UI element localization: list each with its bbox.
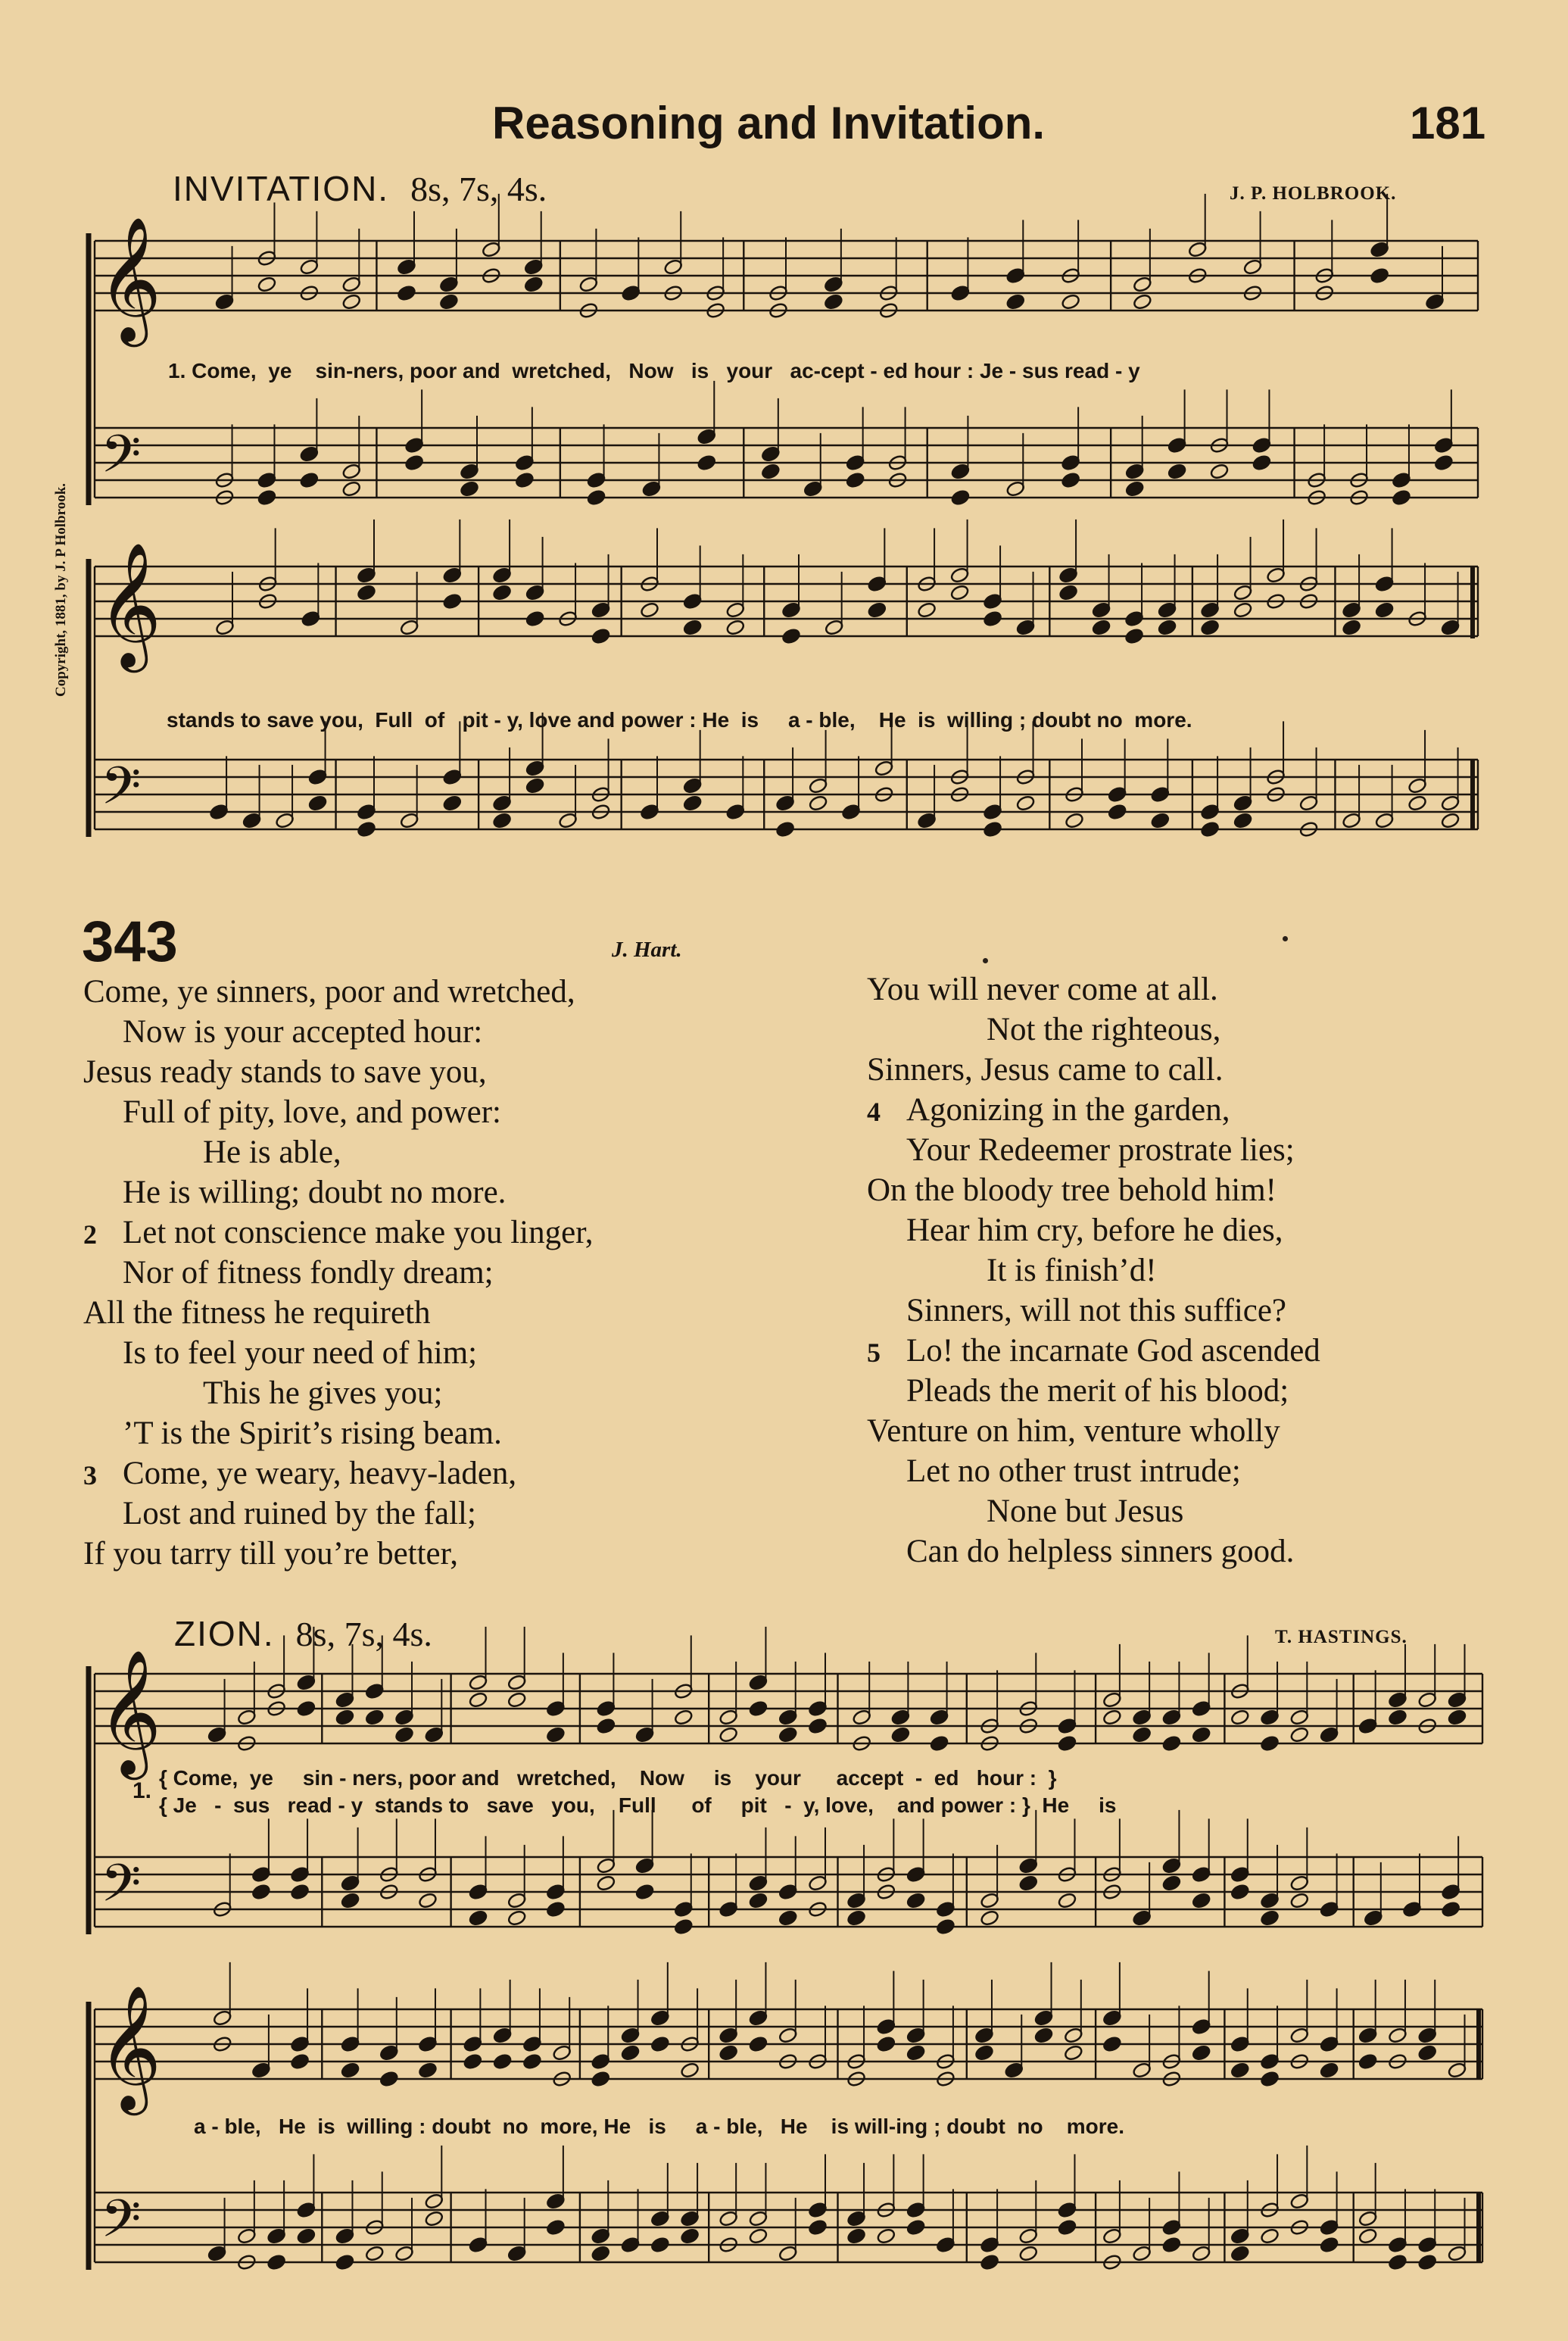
note-head xyxy=(808,1718,828,1735)
note-head xyxy=(1192,1892,1211,1909)
note-head xyxy=(1102,1709,1122,1726)
verse-line: Agonizing in the garden, xyxy=(906,1092,1230,1128)
note-head xyxy=(775,821,795,838)
note-head xyxy=(492,812,512,829)
tune-meter: 8s, 7s, 4s. xyxy=(295,1615,432,1653)
verse-line: If you tarry till you’re better, xyxy=(83,1536,458,1572)
note-head xyxy=(1058,584,1078,601)
bass-clef-icon: 𝄢 xyxy=(101,755,142,829)
note-head xyxy=(1252,454,1271,472)
note-head xyxy=(1102,2036,1122,2053)
verse-number: 3 xyxy=(83,1460,97,1490)
hymn-verses-left xyxy=(83,972,750,1593)
note-head xyxy=(1392,489,1411,507)
note-head xyxy=(1161,1735,1181,1753)
note-head xyxy=(974,2044,994,2062)
note-head xyxy=(296,2227,316,2245)
note-head xyxy=(1057,1892,1077,1909)
note-head xyxy=(586,489,606,507)
note-head xyxy=(591,2071,610,2088)
treble-clef-icon: 𝄞 xyxy=(98,215,162,342)
note-head xyxy=(340,2062,360,2079)
note-head xyxy=(357,584,376,601)
note-head xyxy=(546,1726,566,1743)
tune-composer: J. P. HOLBROOK. xyxy=(1230,183,1397,204)
bass-clef-icon: 𝄢 xyxy=(101,423,142,498)
verse-line: Hear him cry, before he dies, xyxy=(906,1213,1283,1248)
verse-line: Lost and ruined by the fall; xyxy=(123,1496,476,1531)
note-head xyxy=(307,794,327,812)
verse-line: You will never come at all. xyxy=(867,972,1218,1007)
verse-line: None but Jesus xyxy=(987,1494,1184,1529)
note-head xyxy=(634,1884,654,1901)
note-head xyxy=(1157,619,1177,636)
bass-clef-icon: 𝄢 xyxy=(101,2188,142,2262)
note-head xyxy=(1289,1726,1309,1743)
note-head xyxy=(949,584,969,601)
note-head xyxy=(906,1892,925,1909)
note-head xyxy=(1057,2219,1077,2236)
note-head xyxy=(525,777,544,794)
note-head xyxy=(1161,1874,1181,1892)
note-head xyxy=(404,454,424,472)
note-head xyxy=(680,2062,700,2079)
note-head xyxy=(492,584,512,601)
note-head xyxy=(290,1884,310,1901)
note-head xyxy=(1132,1726,1152,1743)
note-head xyxy=(1091,619,1111,636)
note-head xyxy=(1057,1735,1077,1753)
note-head xyxy=(1230,2245,1250,2262)
note-head xyxy=(1230,1884,1250,1901)
note-head xyxy=(251,1884,271,1901)
note-head xyxy=(808,2219,828,2236)
note-head xyxy=(1192,1726,1211,1743)
note-head xyxy=(1388,1709,1407,1726)
note-head xyxy=(1005,293,1025,311)
tune-name: ZION. xyxy=(174,1614,275,1653)
note-head xyxy=(1230,1709,1250,1726)
verse-line: He is willing; doubt no more. xyxy=(123,1175,507,1210)
note-head xyxy=(418,2062,438,2079)
note-head xyxy=(424,2210,444,2227)
verse-line: On the bloody tree behold him! xyxy=(867,1172,1277,1208)
verse-line: Let no other trust intrude; xyxy=(906,1453,1241,1489)
note-head xyxy=(365,1709,385,1726)
note-head xyxy=(846,472,865,489)
treble-clef-icon: 𝄞 xyxy=(98,1648,162,1774)
note-head xyxy=(1061,293,1080,311)
note-head xyxy=(640,601,659,619)
note-head xyxy=(524,276,544,293)
note-head xyxy=(1233,601,1252,619)
verse-line: Sinners, will not this suffice? xyxy=(906,1293,1287,1328)
note-head xyxy=(936,1918,955,1936)
note-head xyxy=(1370,267,1389,285)
tune-heading-zion xyxy=(174,1613,432,1654)
note-head xyxy=(397,285,416,302)
note-head xyxy=(1209,463,1229,480)
note-head xyxy=(299,472,319,489)
note-head xyxy=(1018,2245,1038,2262)
note-head xyxy=(439,293,459,311)
note-head xyxy=(1342,619,1361,636)
printer-mark xyxy=(983,958,988,963)
note-head xyxy=(442,593,462,610)
hymn-number: 343 xyxy=(82,910,178,974)
verse-line: Come, ye sinners, poor and wretched, xyxy=(83,974,575,1010)
note-head xyxy=(357,821,376,838)
note-head xyxy=(761,463,781,480)
note-head xyxy=(1033,2027,1053,2044)
note-head xyxy=(1417,2254,1437,2271)
note-head xyxy=(1260,1909,1280,1927)
verse-number: 5 xyxy=(867,1337,881,1368)
note-head xyxy=(674,1709,694,1726)
note-head xyxy=(460,480,479,498)
bass-clef-icon: 𝄢 xyxy=(101,1853,142,1927)
verse-line: Come, ye weary, heavy-laden, xyxy=(123,1456,517,1491)
verse-line: Nor of fitness fondly dream; xyxy=(123,1255,494,1291)
verse-line: This he gives you; xyxy=(203,1375,443,1411)
note-head xyxy=(890,1726,910,1743)
note-head xyxy=(867,601,887,619)
note-head xyxy=(846,2227,866,2245)
note-head xyxy=(748,1892,768,1909)
note-head xyxy=(748,2036,768,2053)
note-head xyxy=(1125,480,1145,498)
note-head xyxy=(1440,812,1460,829)
note-head xyxy=(596,1874,616,1892)
note-head xyxy=(980,2254,999,2271)
treble-clef-icon: 𝄞 xyxy=(98,1984,162,2110)
page-title: Reasoning and Invitation. xyxy=(492,98,1046,148)
note-head xyxy=(683,619,703,636)
note-head xyxy=(697,454,716,472)
note-head xyxy=(1319,2236,1339,2254)
note-head xyxy=(546,1901,566,1918)
note-head xyxy=(1407,794,1427,812)
note-head xyxy=(394,1726,414,1743)
verse-line: Full of pity, love, and power: xyxy=(123,1094,502,1130)
hymn-author: J. Hart. xyxy=(612,938,682,962)
note-head xyxy=(507,1909,527,1927)
note-head xyxy=(365,2245,385,2262)
note-head xyxy=(1150,812,1170,829)
note-head xyxy=(906,2044,925,2062)
note-head xyxy=(1319,2062,1339,2079)
note-head xyxy=(620,2044,640,2062)
tune1-lyrics-line1: 1. Come, ye sin-ners, poor and wretched, Now is your ac-cept - ed hour : Je - sus read - y xyxy=(168,359,1140,382)
note-head xyxy=(1447,1709,1467,1726)
note-head xyxy=(1015,794,1035,812)
note-head xyxy=(335,1709,354,1726)
note-head xyxy=(515,472,535,489)
verse-line: Can do helpless sinners good. xyxy=(906,1534,1295,1569)
note-head xyxy=(950,489,970,507)
note-head xyxy=(591,2245,610,2262)
printer-mark xyxy=(1283,936,1288,941)
note-head xyxy=(546,2219,566,2236)
note-head xyxy=(808,794,828,812)
note-head xyxy=(1133,293,1152,311)
note-head xyxy=(1417,2044,1437,2062)
note-head xyxy=(1167,463,1186,480)
note-head xyxy=(719,1726,738,1743)
note-head xyxy=(442,794,462,812)
note-head xyxy=(522,2053,542,2071)
note-head xyxy=(683,794,703,812)
note-head xyxy=(980,1909,999,1927)
note-head xyxy=(1233,812,1252,829)
note-head xyxy=(876,2227,896,2245)
note-head xyxy=(340,1892,360,1909)
note-head xyxy=(468,1691,488,1709)
verse-line: Not the righteous, xyxy=(987,1012,1221,1047)
note-head xyxy=(719,2044,738,2062)
note-head xyxy=(493,2053,513,2071)
note-head xyxy=(917,601,937,619)
note-head xyxy=(257,276,276,293)
verse-line: Is to feel your need of him; xyxy=(123,1335,478,1371)
note-head xyxy=(379,2071,399,2088)
verse-line: Your Redeemer prostrate lies; xyxy=(906,1132,1295,1168)
note-head xyxy=(650,2236,670,2254)
tune2-lyrics-line1a: { Come, ye sin - ners, poor and wretched, Now is your accept - ed hour : } xyxy=(159,1766,1057,1790)
note-head xyxy=(781,628,801,645)
treble-clef-icon: 𝄞 xyxy=(98,541,162,667)
note-head xyxy=(650,2036,670,2053)
note-head xyxy=(1200,619,1220,636)
note-head xyxy=(596,1718,616,1735)
note-head xyxy=(1124,628,1144,645)
note-head xyxy=(983,610,1002,628)
note-head xyxy=(418,1892,438,1909)
note-head xyxy=(341,480,361,498)
note-head xyxy=(1434,454,1454,472)
note-head xyxy=(1108,804,1127,821)
tune2-lyrics-line1b: { Je - sus read - y stands to save you, Full of pit - y, love, and power : } He is xyxy=(159,1793,1117,1817)
note-head xyxy=(1260,1735,1280,1753)
note-head xyxy=(906,2219,925,2236)
copyright-notice: Copyright, 1881, by J. P Holbrook. xyxy=(53,482,69,697)
note-head xyxy=(674,1918,694,1936)
note-head xyxy=(1260,2071,1280,2088)
note-head xyxy=(591,628,610,645)
verse-line: Jesus ready stands to save you, xyxy=(83,1054,487,1090)
tune-meter: 8s, 7s, 4s. xyxy=(410,170,547,208)
verse-line: He is able, xyxy=(203,1135,341,1170)
note-head xyxy=(525,610,544,628)
note-head xyxy=(1230,2062,1250,2079)
note-head xyxy=(1374,601,1394,619)
note-head xyxy=(748,1700,768,1718)
verse-line: Now is your accepted hour: xyxy=(123,1014,483,1050)
note-head xyxy=(1358,2227,1378,2245)
note-head xyxy=(748,2227,768,2245)
note-head xyxy=(929,1735,949,1753)
verse-line: It is finish’d! xyxy=(987,1253,1157,1288)
verse-line: Let not conscience make you linger, xyxy=(123,1215,594,1250)
page-number: 181 xyxy=(1410,98,1486,148)
verse-line: Pleads the merit of his blood; xyxy=(906,1373,1289,1409)
note-head xyxy=(725,619,745,636)
note-head xyxy=(1065,812,1084,829)
note-head xyxy=(1260,2227,1280,2245)
note-head xyxy=(778,1909,798,1927)
tune-composer: T. HASTINGS. xyxy=(1275,1627,1407,1647)
note-head xyxy=(778,1726,798,1743)
tune1-lyrics-line2: stands to save you, Full of pit - y, love and power : He is a - ble, He is willing ; doubt no more. xyxy=(167,708,1192,732)
note-head xyxy=(257,489,276,507)
note-head xyxy=(846,1909,866,1927)
note-head xyxy=(1358,2053,1378,2071)
note-head xyxy=(680,2227,700,2245)
note-head xyxy=(507,1691,527,1709)
tune2-verse-number: 1. xyxy=(132,1778,152,1803)
note-head xyxy=(1061,472,1080,489)
note-head xyxy=(267,2254,286,2271)
note-head xyxy=(1192,2044,1211,2062)
verse-number: 2 xyxy=(83,1219,97,1250)
note-head xyxy=(1441,1901,1460,1918)
verse-line: Sinners, Jesus came to call. xyxy=(867,1052,1224,1088)
note-head xyxy=(983,821,1002,838)
note-head xyxy=(341,293,361,311)
verse-line: All the fitness he requireth xyxy=(83,1295,431,1331)
tune2-lyrics-line2: a - ble, He is willing : doubt no more, He is a - ble, He is will-ing ; doubt no more. xyxy=(194,2115,1124,2138)
verse-line: ’T is the Spirit’s rising beam. xyxy=(123,1416,502,1451)
note-head xyxy=(468,1909,488,1927)
note-head xyxy=(1200,821,1220,838)
note-head xyxy=(296,1700,316,1718)
note-head xyxy=(290,2053,310,2071)
note-head xyxy=(1161,2236,1181,2254)
note-head xyxy=(1388,2254,1407,2271)
note-head xyxy=(824,293,843,311)
hymn-verses-right xyxy=(867,969,1533,1590)
note-head xyxy=(335,2254,354,2271)
note-head xyxy=(1289,1892,1309,1909)
verse-line: Venture on him, venture wholly xyxy=(867,1413,1280,1449)
note-head xyxy=(876,2036,896,2053)
note-head xyxy=(463,2053,482,2071)
verse-number: 4 xyxy=(867,1097,881,1127)
tune-name: INVITATION. xyxy=(173,169,390,208)
verse-line: Lo! the incarnate God ascended xyxy=(906,1333,1320,1369)
note-head xyxy=(1018,1874,1038,1892)
note-head xyxy=(1064,2044,1083,2062)
